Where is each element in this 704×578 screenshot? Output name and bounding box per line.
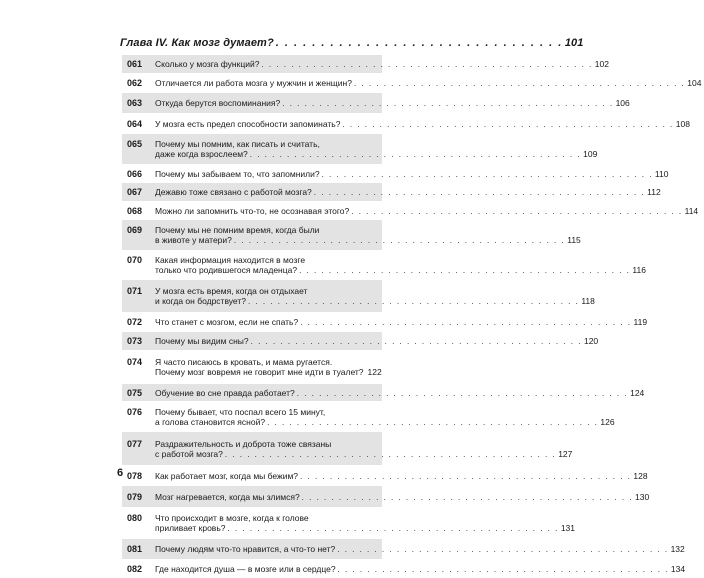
entry-number: 067: [127, 187, 143, 197]
entry-page: 130: [635, 492, 650, 502]
entry-number: 063: [127, 98, 143, 108]
leader-dots: . . . . . . . . . . . . . . . . . . . . . . . . . . . . . . . . . . . . . . . . . . . . .: [351, 207, 683, 216]
toc-entry: [122, 280, 595, 312]
table-of-contents: [122, 55, 702, 578]
leader-dots: . . . . . . . . . . . . . . . . . . . . . . . . . . . . . . . . . . . . . . . . . . . . .: [267, 418, 599, 427]
entry-number: 062: [127, 78, 143, 88]
entry-title: [155, 206, 699, 220]
toc-entry: [122, 113, 690, 134]
entry-title-line: с работой мозга?: [155, 449, 223, 459]
entry-title: [155, 336, 599, 350]
leader-dots: . . . . . . . . . . . . . . . . . . . . . . . . . . . . . . . . . . . . . . . . . . . . .: [321, 170, 653, 179]
entry-title: [155, 317, 648, 332]
toc-entry: [122, 350, 382, 384]
entry-title: [155, 357, 382, 384]
chapter-page: 101: [564, 37, 584, 49]
entry-page: 122: [367, 367, 382, 377]
toc-entry: [122, 250, 646, 280]
entry-title-line: У мозга есть время, когда он отдыхает: [155, 286, 308, 296]
entry-title-line: Какая информация находится в мозге: [155, 255, 306, 265]
toc-entry: [122, 201, 699, 220]
entry-title-line: Почему мозг вовремя не говорит мне идти в туалет?: [155, 367, 364, 377]
entry-number: 068: [127, 206, 143, 216]
leader-dots: . . . . . . . . . . . . . . . . . . . . . . . . . . . . . . . . . . . . . . . . . . . . .: [342, 120, 674, 129]
leader-dots: . . . . . . . . . . . . . . . . . . . . . . . . . . . . . . . .: [275, 37, 563, 49]
entry-number: 074: [127, 357, 143, 367]
toc-entry: [122, 384, 645, 401]
toc-entry: [122, 312, 648, 332]
entry-page: 108: [675, 119, 690, 129]
entry-page: 131: [560, 523, 575, 533]
entry-title: [155, 169, 669, 183]
entry-number: 077: [127, 439, 143, 449]
entry-title-line: в животе у матери?: [155, 235, 232, 245]
entry-title: [155, 513, 575, 539]
leader-dots: . . . . . . . . . . . . . . . . . . . . . . . . . . . . . . . . . . . . . . . . . . . . .: [300, 472, 632, 481]
entry-number: 081: [127, 544, 143, 554]
entry-title-line: У мозга есть предел способности запоминать?: [155, 119, 341, 129]
entry-title: [155, 407, 615, 432]
toc-entry: [122, 559, 686, 578]
leader-dots: . . . . . . . . . . . . . . . . . . . . . . . . . . . . . . . . . . . . . . . . . . . . .: [301, 493, 633, 502]
chapter-heading: [120, 37, 584, 49]
entry-title: [155, 564, 686, 578]
entry-title-line: Почему мы помним, как писать и считать,: [155, 139, 320, 149]
entry-number: 080: [127, 513, 143, 523]
entry-title-line: Раздражительность и доброта тоже связаны: [155, 439, 332, 449]
entry-title-line: Что станет с мозгом, если не спать?: [155, 317, 299, 327]
entry-page: 114: [684, 206, 699, 216]
leader-dots: . . . . . . . . . . . . . . . . . . . . . . . . . . . . . . . . . . . . . . . . . . . . .: [300, 318, 632, 327]
entry-page: 134: [670, 564, 686, 574]
toc-entry: [122, 55, 609, 73]
entry-title: [155, 187, 661, 201]
entry-page: 106: [615, 98, 630, 108]
entry-title: [155, 78, 702, 93]
entry-title: [155, 471, 648, 486]
entry-title: [155, 139, 598, 164]
entry-title: [155, 255, 646, 280]
entry-title-line: Как работает мозг, когда мы бежим?: [155, 471, 299, 481]
entry-page: 126: [600, 417, 615, 427]
entry-title: [155, 388, 645, 401]
entry-page: 110: [654, 169, 669, 179]
entry-number: 072: [127, 317, 143, 327]
entry-title-line: Где находится душа — в мозге или в сердце?: [155, 564, 336, 574]
toc-entry: [122, 539, 685, 559]
entry-title-line: Дежавю тоже связано с работой мозга?: [155, 187, 312, 197]
entry-page: 119: [633, 317, 648, 327]
entry-title: [155, 286, 595, 312]
page-number: 6: [117, 467, 124, 479]
toc-entry: [122, 507, 575, 539]
leader-dots: . . . . . . . . . . . . . . . . . . . . . . . . . . . . . . . . . . . . . . . . . . . . .: [249, 150, 582, 159]
entry-title-line: Отличается ли работа мозга у мужчин и женщин?: [155, 78, 352, 88]
leader-dots: . . . . . . . . . . . . . . . . . . . . . . . . . . . . . . . . . . . . . . . . . . . . .: [233, 236, 566, 245]
entry-page: 102: [594, 59, 609, 69]
chapter-title: Глава IV. Как мозг думает?: [120, 37, 274, 49]
leader-dots: . . . . . . . . . . . . . . . . . . . . . . . . . . . . . . . . . . . . . . . . . . . . .: [299, 266, 631, 275]
leader-dots: . . . . . . . . . . . . . . . . . . . . . . . . . . . . . . . . . . . . . . . . . . . . .: [337, 545, 669, 554]
leader-dots: . . . . . . . . . . . . . . . . . . . . . . . . . . . . . . . . . . . . . . . . . . . . .: [282, 99, 614, 108]
entry-title: [155, 225, 581, 250]
entry-page: 127: [558, 449, 573, 459]
leader-dots: . . . . . . . . . . . . . . . . . . . . . . . . . . . . . . . . . . . . . . . . . . . . .: [353, 79, 686, 88]
toc-entry: [122, 164, 669, 183]
entry-title-line: Обучение во сне правда работает?: [155, 388, 295, 398]
entry-page: 109: [583, 149, 598, 159]
leader-dots: . . . . . . . . . . . . . . . . . . . . . . . . . . . . . . . . . . . . . . . . . . . . .: [296, 389, 629, 398]
entry-page: 128: [633, 471, 648, 481]
entry-number: 066: [127, 169, 143, 179]
entry-page: 104: [687, 78, 702, 88]
entry-page: 124: [630, 388, 645, 398]
entry-title-line: Почему бывает, что поспал всего 15 минут,: [155, 407, 326, 417]
entry-number: 071: [127, 286, 143, 296]
leader-dots: . . . . . . . . . . . . . . . . . . . . . . . . . . . . . . . . . . . . . . . . . . . . .: [337, 565, 669, 574]
entry-number: 078: [127, 471, 143, 481]
entry-title-line: Можно ли запомнить что-то, не осознавая этого?: [155, 206, 350, 216]
entry-title: [155, 98, 630, 113]
entry-page: 116: [632, 265, 646, 275]
entry-number: 061: [127, 59, 143, 69]
entry-page: 112: [647, 187, 661, 197]
toc-entry: [122, 220, 581, 250]
toc-entry: [122, 401, 615, 432]
entry-title-line: Что происходит в мозге, когда к голове: [155, 513, 309, 523]
entry-title-line: даже когда взрослеем?: [155, 149, 248, 159]
entry-title-line: а голова становится ясной?: [155, 417, 266, 427]
leader-dots: . . . . . . . . . . . . . . . . . . . . . . . . . . . . . . . . . . . . . . . . . . . . .: [313, 188, 646, 197]
entry-number: 069: [127, 225, 143, 235]
entry-page: 120: [583, 336, 599, 346]
toc-entry: [122, 134, 598, 164]
leader-dots: . . . . . . . . . . . . . . . . . . . . . . . . . . . . . . . . . . . . . . . . . . . . .: [250, 337, 582, 346]
toc-entry: [122, 73, 702, 93]
toc-entry: [122, 332, 599, 350]
entry-number: 065: [127, 139, 143, 149]
entry-title-line: Почему мы видим сны?: [155, 336, 249, 346]
leader-dots: . . . . . . . . . . . . . . . . . . . . . . . . . . . . . . . . . . . . . . . . . . . . .: [248, 297, 580, 306]
entry-title: [155, 439, 573, 465]
entry-number: 070: [127, 255, 143, 265]
entry-page: 118: [581, 296, 595, 306]
toc-entry: [122, 93, 630, 113]
entry-title-line: приливает кровь?: [155, 523, 226, 533]
entry-title: [155, 59, 609, 73]
leader-dots: . . . . . . . . . . . . . . . . . . . . . . . . . . . . . . . . . . . . . . . . . . . . .: [224, 450, 557, 459]
entry-title-line: Я часто писаюсь в кровать, и мама ругается.: [155, 357, 333, 367]
entry-number: 082: [127, 564, 143, 574]
entry-title-line: Мозг нагревается, когда мы злимся?: [155, 492, 300, 502]
entry-title-line: Сколько у мозга функций?: [155, 59, 260, 69]
entry-title-line: Почему мы забываем то, что запомнили?: [155, 169, 320, 179]
leader-dots: . . . . . . . . . . . . . . . . . . . . . . . . . . . . . . . . . . . . . . . . . . . . .: [227, 524, 559, 533]
entry-number: 079: [127, 492, 143, 502]
entry-number: 064: [127, 119, 143, 129]
entry-title-line: Откуда берутся воспоминания?: [155, 98, 281, 108]
entry-number: 076: [127, 407, 143, 417]
entry-page: 132: [670, 544, 685, 554]
entry-title: [155, 119, 690, 134]
entry-number: 075: [127, 388, 143, 398]
entry-number: 073: [127, 336, 143, 346]
entry-title-line: Почему людям что-то нравится, а что-то нет?: [155, 544, 336, 554]
leader-dots: . . . . . . . . . . . . . . . . . . . . . . . . . . . . . . . . . . . . . . . . . . . . .: [261, 60, 593, 69]
entry-page: 115: [567, 235, 581, 245]
toc-entry: [122, 486, 650, 507]
entry-title-line: и когда он бодрствует?: [155, 296, 246, 306]
entry-title: [155, 492, 650, 507]
toc-entry: [122, 465, 648, 486]
toc-entry: [122, 432, 573, 465]
entry-title-line: только что родившегося младенца?: [155, 265, 298, 275]
toc-entry: [122, 183, 661, 201]
entry-title: [155, 544, 685, 559]
entry-title-line: Почему мы не помним время, когда были: [155, 225, 320, 235]
